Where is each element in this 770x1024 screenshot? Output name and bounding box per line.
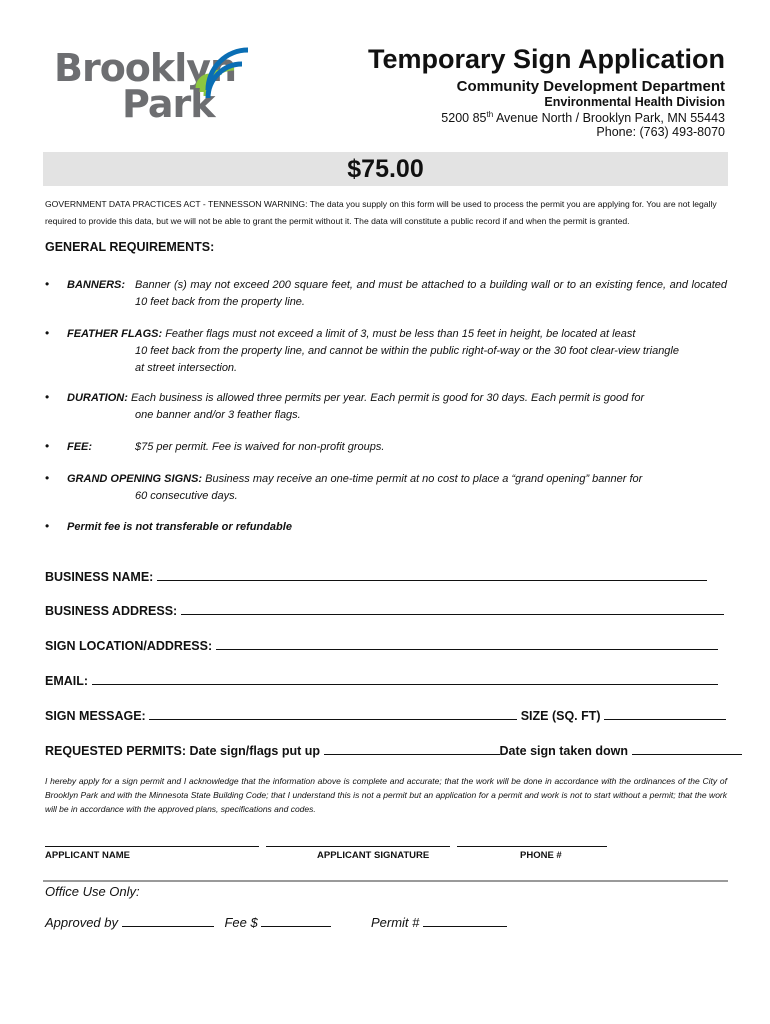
date-taken-down-field[interactable] xyxy=(632,742,742,755)
office-use-heading: Office Use Only: xyxy=(45,884,140,899)
logo-text-brooklyn: Brooklyn xyxy=(54,46,237,90)
requested-permits-row xyxy=(45,742,742,758)
date-taken-down-label: Date sign taken down xyxy=(499,744,629,758)
date-put-up-field[interactable] xyxy=(324,742,500,755)
requirement-duration xyxy=(45,390,727,424)
requested-permits-label: REQUESTED PERMITS: Date sign/flags put up xyxy=(45,744,321,758)
email-row xyxy=(45,672,718,688)
business-address-row xyxy=(45,602,724,618)
permit-number-label: Permit # xyxy=(370,915,420,930)
requirement-non-refundable xyxy=(45,519,727,536)
form-title: Temporary Sign Application xyxy=(367,44,725,74)
logo-arcs-icon xyxy=(192,44,252,104)
brooklyn-park-logo xyxy=(52,44,252,130)
fee-label: Fee $ xyxy=(224,915,258,930)
requirement-text-cont: 10 feet back from the property line, and cannot be within the public right-of-way or the 30 foot clear-view triangle xyxy=(135,345,679,357)
business-name-row xyxy=(45,568,707,584)
fee-field[interactable] xyxy=(261,914,331,927)
sign-message-field[interactable] xyxy=(149,707,517,720)
office-use-divider xyxy=(43,880,728,882)
applicant-signature-label: APPLICANT SIGNATURE xyxy=(317,850,430,861)
sign-message-row xyxy=(45,707,726,723)
requirement-text: Banner (s) may not exceed 200 square feet, and must be attached to a building wall or to an existing fence, and located 10 feet back from the property line. xyxy=(135,279,727,308)
requirement-text-cont: one banner and/or 3 feather flags. xyxy=(135,409,301,421)
requirement-text: $75 per permit. Fee is waived for non-profit groups. xyxy=(135,441,385,453)
requirement-grand-opening xyxy=(45,471,727,505)
approved-by-label: Approved by xyxy=(45,915,118,930)
bullet-icon: • xyxy=(45,390,50,404)
data-practices-warning: GOVERNMENT DATA PRACTICES ACT - TENNESSON WARNING: The data you supply on this form will be used to process the permit you are applying for. You are not legally required to provide this data, but we will not be able to grant the permit without it. The data will constitute a public record if and when the permit is granted. xyxy=(45,199,717,226)
phone-field[interactable] xyxy=(457,846,607,847)
department-name: Community Development Department xyxy=(456,78,725,95)
applicant-name-field[interactable] xyxy=(45,846,259,847)
sign-location-field[interactable] xyxy=(216,637,718,650)
approved-by-field[interactable] xyxy=(122,914,214,927)
requirement-label: FEE: xyxy=(67,441,93,453)
requirement-label: BANNERS: xyxy=(67,279,126,291)
department-phone: Phone: (763) 493-8070 xyxy=(596,125,725,139)
phone-label: PHONE # xyxy=(520,850,562,861)
bullet-icon: • xyxy=(45,519,50,533)
applicant-name-label: APPLICANT NAME xyxy=(45,850,130,861)
applicant-signature-field[interactable] xyxy=(266,846,450,847)
bullet-icon: • xyxy=(45,439,50,453)
bullet-icon: • xyxy=(45,326,50,340)
requirement-text: Permit fee is not transferable or refundable xyxy=(67,521,292,533)
department-address: 5200 85th Avenue North / Brooklyn Park, MN 55443 xyxy=(441,110,725,126)
requirement-text-cont: 60 consecutive days. xyxy=(135,490,238,502)
permit-number-field[interactable] xyxy=(423,914,507,927)
business-name-field[interactable] xyxy=(157,568,707,581)
requirement-text: FEATHER FLAGS: Feather flags must not exceed a limit of 3, must be less than 15 feet in height, be located at least xyxy=(67,328,636,340)
requirement-banners xyxy=(45,277,727,311)
requirement-fee xyxy=(45,439,727,456)
requirement-text: GRAND OPENING SIGNS: Business may receive an one-time permit at no cost to place a “grand opening” banner for xyxy=(67,473,643,485)
sign-location-label: SIGN LOCATION/ADDRESS: xyxy=(45,639,213,653)
email-field[interactable] xyxy=(92,672,718,685)
sign-location-row xyxy=(45,637,718,653)
bullet-icon: • xyxy=(45,277,50,291)
division-name: Environmental Health Division xyxy=(544,95,725,109)
requirement-text: DURATION: Each business is allowed three permits per year. Each permit is good for 30 days. Each permit is good for xyxy=(67,392,645,404)
requirement-feather-flags xyxy=(45,326,727,377)
requirement-text-cont: at street intersection. xyxy=(135,362,238,374)
bullet-icon: • xyxy=(45,471,50,485)
business-name-label: BUSINESS NAME: xyxy=(45,570,154,584)
size-field[interactable] xyxy=(604,707,726,720)
logo-text-park: Park xyxy=(122,82,215,126)
email-label: EMAIL: xyxy=(45,674,89,688)
business-address-field[interactable] xyxy=(181,602,724,615)
office-use-row xyxy=(45,914,507,930)
sign-message-label: SIGN MESSAGE: xyxy=(45,709,146,723)
business-address-label: BUSINESS ADDRESS: xyxy=(45,604,178,618)
applicant-declaration: I hereby apply for a sign permit and I acknowledge that the information above is complete and accurate; that the work will be done in accordance with the ordinances of the City of Brooklyn Park and with the Minnesota State Building Code; that I understand this is not a permit but an application for a permit and work is not to start without a permit; that the work will be in accordance with the approved plans, specifications and codes. xyxy=(45,776,727,814)
general-requirements-heading: GENERAL REQUIREMENTS: xyxy=(45,240,215,254)
fee-banner: $75.00 xyxy=(43,152,728,186)
size-label: SIZE (SQ. FT) xyxy=(520,709,601,723)
